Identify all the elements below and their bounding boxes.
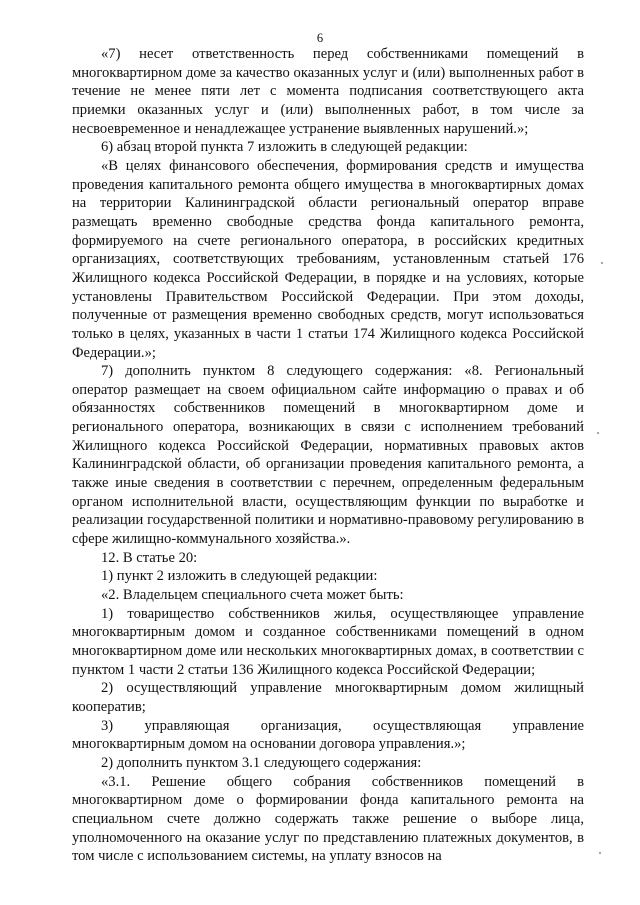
list-item-housing-cooperative: 2) осуществляющий управление многоквартирным домом жилищный кооператив;: [72, 680, 584, 715]
list-item-management-organization: 3) управляющая организация, осуществляющая управление многоквартирным домом на основании договора управления.»;: [72, 717, 584, 753]
paragraph-item-3-1-amendment: 2) дополнить пунктом 3.1 следующего содержания:: [101, 754, 422, 771]
scan-speck: [599, 852, 601, 854]
paragraph-financial-provision: «В целях финансового обеспечения, формирования средств и имущества проведения капитального ремонта общего имущества в многоквартирных домах на территории Калининградской области региональный оператор вправе размещать временно свободные средства фонда капитального ремонта, формируемого на счете регионального оператора, в российских кредитных организациях, соответствующих требованиям, установленным статьей 176 Жилищного кодекса Российской Федерации, в порядке и на условиях, которые установлены Правительством Российской Федерации. При этом доходы, полученные от размещения временно свободных средств, могут использоваться только в целях, указанных в части 1 статьи 174 Жилищного кодекса Российской Федерации.»;: [72, 157, 584, 361]
paragraph-item-7-responsibility: «7) несет ответственность перед собственниками помещений в многоквартирном доме за качество оказанных услуг и (или) выполненных работ в течение не менее пяти лет с момента подписания соответствующего акта приемки оказанных услуг и (или) выполненных работ, в том числе за несвоевременное и ненадлежащее устранение выявленных нарушений.»;: [72, 46, 584, 137]
paragraph-special-account-owner: «2. Владельцем специального счета может быть:: [101, 587, 404, 604]
paragraph-article-20-heading: 12. В статье 20:: [101, 549, 198, 566]
paragraph-amendment-6: 6) абзац второй пункта 7 изложить в следующей редакции:: [101, 139, 468, 156]
paragraph-item-3-1-text: «3.1. Решение общего собрания собственников помещений в многоквартирном доме о формировании фонда капитального ремонта на специальном счете должно содержать также решение о выборе лица, уполномоченного на оказание услуг по представлению платежных документов, в том числе с использованием системы, на уплату взносов на: [72, 773, 584, 865]
page-number: 6: [316, 31, 324, 45]
paragraph-item-2-amendment: 1) пункт 2 изложить в следующей редакции:: [101, 568, 378, 585]
document-text: [72, 45, 584, 866]
scan-speck: [597, 432, 599, 434]
paragraph-amendment-7: 7) дополнить пунктом 8 следующего содержания: «8. Региональный оператор размещает на своем официальном сайте информацию о правах и об обязанностях собственников помещений в многоквартирном доме и регионального оператора, возникающих в связи с исполнением требований Жилищного кодекса Российской Федерации, нормативных правовых актов Калининградской области, об организации проведения капитального ремонта, а также иные сведения в соответствии с перечнем, определенным федеральным органом исполнительной власти, осуществляющим функции по выработке и реализации государственной политики и нормативно-правовому регулированию в сфере жилищно-коммунального хозяйства.».: [72, 363, 584, 548]
list-item-hoa: 1) товарищество собственников жилья, осуществляющее управление многоквартирным домом и созданное собственниками помещений в одном многоквартирном доме или нескольких многоквартирных домах, в соответствии с пунктом 1 части 2 статьи 136 Жилищного кодекса Российской Федерации;: [72, 605, 584, 678]
scan-speck: [601, 262, 603, 264]
